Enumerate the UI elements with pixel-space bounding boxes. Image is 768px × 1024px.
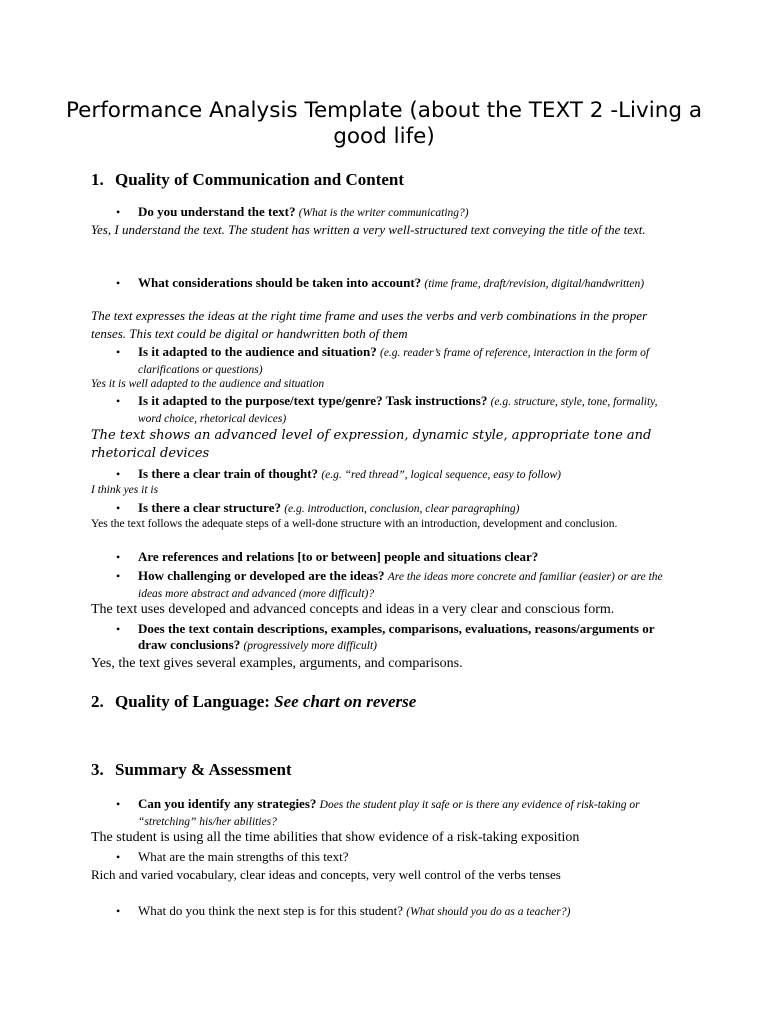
question-text: Are references and relations [to or between] people and situations clear? <box>138 549 539 564</box>
question-text: Is it adapted to the audience and situation? <box>138 344 377 359</box>
question-item <box>116 393 678 427</box>
section-title-italic: See chart on reverse <box>274 692 417 711</box>
question-text: What are the main strengths of this text? <box>138 849 349 864</box>
section-title: Summary & Assessment <box>115 760 292 779</box>
bullet-icon: • <box>116 797 121 811</box>
answer-text: Yes the text follows the adequate steps of a well-done structure with an introduction, development and conclusion. <box>91 518 618 530</box>
bullet-icon: • <box>116 276 121 290</box>
bullet-icon: • <box>116 622 121 636</box>
question-hint: (time frame, draft/revision, digital/handwritten) <box>424 278 645 290</box>
answer-text: Yes, the text gives several examples, arguments, and comparisons. <box>91 656 463 671</box>
answer-text: Rich and varied vocabulary, clear ideas and concepts, very well control of the verbs tenses <box>91 867 561 882</box>
answer-text: The text expresses the ideas at the right time frame and uses the verbs and verb combinations in the proper tenses. This text could be digital or handwritten both of them <box>91 308 648 341</box>
question-item <box>116 796 678 830</box>
question-text: What do you think the next step is for this student? <box>138 903 404 918</box>
section-number: 2. <box>91 692 104 711</box>
question-text: What considerations should be taken into account? <box>138 275 422 290</box>
question-hint: (e.g. reader’s frame of reference, interaction in the form of clarifications or questions) <box>138 347 650 376</box>
section-title: Quality of Communication and Content <box>115 170 405 189</box>
question-hint: Are the ideas more concrete and familiar (easier) or are the ideas more abstract and advanced (more difficult)? <box>138 571 663 600</box>
bullet-icon: • <box>116 904 121 918</box>
question-item <box>116 344 678 378</box>
question-item <box>116 849 678 865</box>
question-item <box>116 621 678 654</box>
question-text: Do you understand the text? <box>138 204 296 219</box>
question-hint: (e.g. “red thread”, logical sequence, easy to follow) <box>321 469 561 481</box>
question-item <box>116 275 678 292</box>
answer-text: The text shows an advanced level of expression, dynamic style, appropriate tone and rhetorical devices <box>91 428 652 461</box>
section-title: Quality of Language: <box>115 692 270 711</box>
question-text: Is there a clear structure? <box>138 500 281 515</box>
question-hint: (What is the writer communicating?) <box>298 207 469 219</box>
bullet-icon: • <box>116 345 121 359</box>
question-hint: (What should you do as a teacher?) <box>406 906 571 918</box>
bullet-icon: • <box>116 550 121 564</box>
question-text: Does the text contain descriptions, examples, comparisons, evaluations, reasons/arguments or draw conclusions? <box>138 621 655 652</box>
section-2-heading <box>91 692 416 712</box>
answer-text: Yes, I understand the text. The student has written a very well-structured text conveying the title of the text. <box>91 222 646 237</box>
question-hint: Does the student play it safe or is there any evidence of risk-taking or “stretching” his/her abilities? <box>138 799 640 828</box>
question-hint: (e.g. introduction, conclusion, clear paragraphing) <box>284 503 520 515</box>
question-text: Is it adapted to the purpose/text type/genre? Task instructions? <box>138 393 488 408</box>
question-hint: (e.g. structure, style, tone, formality, word choice, rhetorical devices) <box>138 396 658 425</box>
question-item <box>116 568 678 602</box>
page-title: Performance Analysis Template (about the TEXT 2 -Living a good life) <box>65 98 703 149</box>
section-1-heading <box>91 170 404 190</box>
section-number: 1. <box>91 170 104 189</box>
section-3-heading <box>91 760 292 780</box>
bullet-icon: • <box>116 501 121 515</box>
question-item <box>116 466 678 483</box>
question-text: How challenging or developed are the ideas? <box>138 568 385 583</box>
question-item <box>116 903 678 920</box>
bullet-icon: • <box>116 394 121 408</box>
question-item <box>116 204 678 221</box>
answer-text: Yes it is well adapted to the audience and situation <box>91 378 325 390</box>
bullet-icon: • <box>116 205 121 219</box>
answer-text: The text uses developed and advanced concepts and ideas in a very clear and conscious form. <box>91 602 615 617</box>
question-text: Can you identify any strategies? <box>138 796 317 811</box>
bullet-icon: • <box>116 467 121 481</box>
question-hint: (progressively more difficult) <box>243 640 377 652</box>
bullet-icon: • <box>116 569 121 583</box>
question-text: Is there a clear train of thought? <box>138 466 319 481</box>
answer-text: I think yes it is <box>91 484 159 496</box>
answer-text: The student is using all the time abilities that show evidence of a risk-taking exposition <box>91 830 580 845</box>
bullet-icon: • <box>116 850 121 864</box>
question-item <box>116 500 678 517</box>
section-number: 3. <box>91 760 104 779</box>
question-item <box>116 549 678 565</box>
